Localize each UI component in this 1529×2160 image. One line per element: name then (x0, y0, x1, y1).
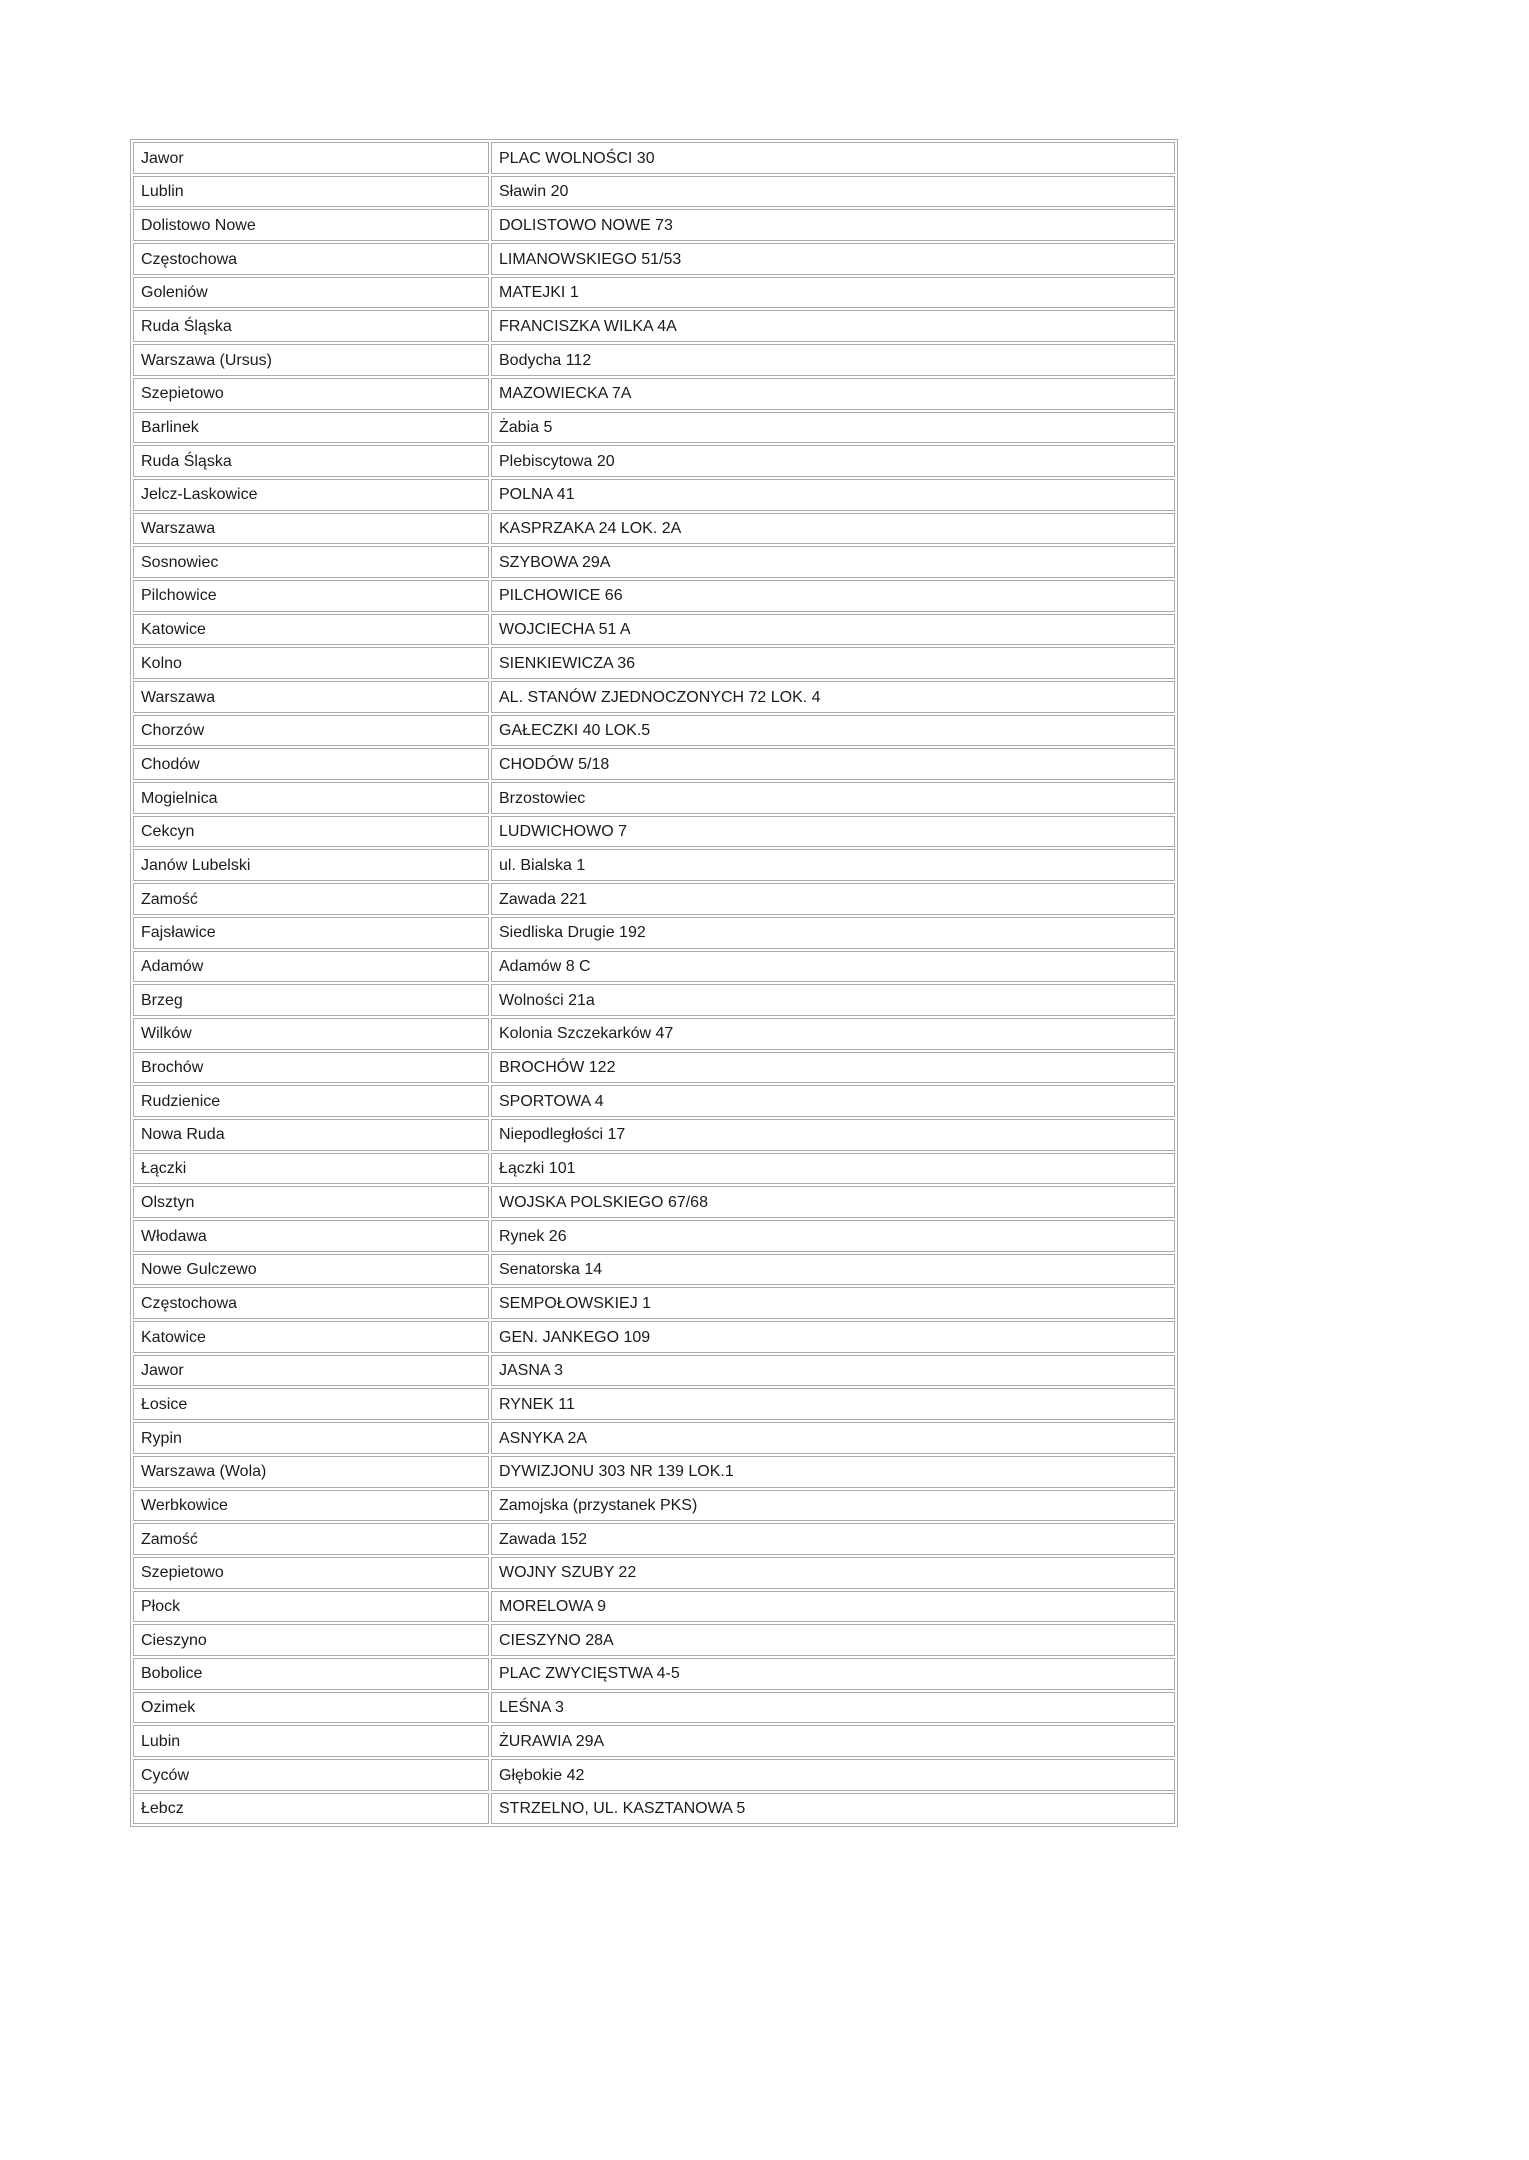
address-cell: Bodycha 112 (491, 344, 1175, 376)
city-cell: Warszawa (Wola) (133, 1456, 489, 1488)
address-cell: Plebiscytowa 20 (491, 445, 1175, 477)
table-row (133, 1153, 1175, 1185)
city-cell: Łączki (133, 1153, 489, 1185)
table-row (133, 277, 1175, 309)
address-cell: Niepodległości 17 (491, 1119, 1175, 1151)
address-cell: Żabia 5 (491, 412, 1175, 444)
address-cell: Sławin 20 (491, 176, 1175, 208)
city-cell: Werbkowice (133, 1490, 489, 1522)
table-row (133, 412, 1175, 444)
city-cell: Goleniów (133, 277, 489, 309)
address-cell: Senatorska 14 (491, 1254, 1175, 1286)
city-cell: Ruda Śląska (133, 310, 489, 342)
address-cell: FRANCISZKA WILKA 4A (491, 310, 1175, 342)
table-row (133, 984, 1175, 1016)
address-cell: Adamów 8 C (491, 951, 1175, 983)
table-row (133, 1523, 1175, 1555)
city-cell: Barlinek (133, 412, 489, 444)
table-row (133, 1220, 1175, 1252)
address-cell: STRZELNO, UL. KASZTANOWA 5 (491, 1793, 1175, 1825)
table-row (133, 1018, 1175, 1050)
table-row (133, 883, 1175, 915)
address-cell: WOJNY SZUBY 22 (491, 1557, 1175, 1589)
address-cell: Brzostowiec (491, 782, 1175, 814)
city-cell: Jawor (133, 142, 489, 174)
city-cell: Jelcz-Laskowice (133, 479, 489, 511)
table-row (133, 715, 1175, 747)
table-row (133, 1793, 1175, 1825)
locations-table (130, 139, 1178, 1827)
table-row (133, 1456, 1175, 1488)
address-cell: POLNA 41 (491, 479, 1175, 511)
city-cell: Szepietowo (133, 378, 489, 410)
table-row (133, 681, 1175, 713)
table-row (133, 1490, 1175, 1522)
city-cell: Zamość (133, 1523, 489, 1555)
address-cell: Kolonia Szczekarków 47 (491, 1018, 1175, 1050)
city-cell: Wilków (133, 1018, 489, 1050)
city-cell: Cieszyno (133, 1624, 489, 1656)
city-cell: Katowice (133, 1321, 489, 1353)
address-cell: CIESZYNO 28A (491, 1624, 1175, 1656)
table-row (133, 1186, 1175, 1218)
table-row (133, 479, 1175, 511)
table-row (133, 1287, 1175, 1319)
city-cell: Ozimek (133, 1692, 489, 1724)
address-cell: Rynek 26 (491, 1220, 1175, 1252)
city-cell: Szepietowo (133, 1557, 489, 1589)
table-row (133, 1658, 1175, 1690)
address-cell: CHODÓW 5/18 (491, 748, 1175, 780)
city-cell: Sosnowiec (133, 546, 489, 578)
table-row (133, 647, 1175, 679)
city-cell: Brochów (133, 1052, 489, 1084)
table-row (133, 1321, 1175, 1353)
address-cell: LEŚNA 3 (491, 1692, 1175, 1724)
city-cell: Fajsławice (133, 917, 489, 949)
table-row (133, 445, 1175, 477)
city-cell: Zamość (133, 883, 489, 915)
address-cell: ul. Bialska 1 (491, 849, 1175, 881)
address-cell: Zawada 152 (491, 1523, 1175, 1555)
table-row (133, 344, 1175, 376)
table-row (133, 1355, 1175, 1387)
table-row (133, 176, 1175, 208)
city-cell: Lubin (133, 1725, 489, 1757)
table-row (133, 1085, 1175, 1117)
city-cell: Jawor (133, 1355, 489, 1387)
address-cell: SEMPOŁOWSKIEJ 1 (491, 1287, 1175, 1319)
city-cell: Częstochowa (133, 243, 489, 275)
city-cell: Dolistowo Nowe (133, 209, 489, 241)
table-row (133, 142, 1175, 174)
address-cell: GEN. JANKEGO 109 (491, 1321, 1175, 1353)
address-cell: Zamojska (przystanek PKS) (491, 1490, 1175, 1522)
city-cell: Mogielnica (133, 782, 489, 814)
city-cell: Nowe Gulczewo (133, 1254, 489, 1286)
address-cell: ŻURAWIA 29A (491, 1725, 1175, 1757)
address-cell: PILCHOWICE 66 (491, 580, 1175, 612)
city-cell: Bobolice (133, 1658, 489, 1690)
table-row (133, 748, 1175, 780)
city-cell: Warszawa (133, 681, 489, 713)
address-cell: Wolności 21a (491, 984, 1175, 1016)
city-cell: Brzeg (133, 984, 489, 1016)
table-row (133, 546, 1175, 578)
address-cell: GAŁECZKI 40 LOK.5 (491, 715, 1175, 747)
address-cell: MORELOWA 9 (491, 1591, 1175, 1623)
table-row (133, 816, 1175, 848)
city-cell: Łosice (133, 1388, 489, 1420)
table-row (133, 782, 1175, 814)
address-cell: SZYBOWA 29A (491, 546, 1175, 578)
table-row (133, 951, 1175, 983)
address-cell: WOJSKA POLSKIEGO 67/68 (491, 1186, 1175, 1218)
address-cell: DYWIZJONU 303 NR 139 LOK.1 (491, 1456, 1175, 1488)
address-cell: Łączki 101 (491, 1153, 1175, 1185)
city-cell: Nowa Ruda (133, 1119, 489, 1151)
table-row (133, 243, 1175, 275)
city-cell: Rypin (133, 1422, 489, 1454)
table-row (133, 614, 1175, 646)
address-cell: LIMANOWSKIEGO 51/53 (491, 243, 1175, 275)
table-row (133, 1254, 1175, 1286)
city-cell: Chorzów (133, 715, 489, 747)
city-cell: Katowice (133, 614, 489, 646)
table-row (133, 1624, 1175, 1656)
table-row (133, 1422, 1175, 1454)
address-cell: LUDWICHOWO 7 (491, 816, 1175, 848)
city-cell: Cyców (133, 1759, 489, 1791)
city-cell: Lublin (133, 176, 489, 208)
table-row (133, 1052, 1175, 1084)
address-cell: ASNYKA 2A (491, 1422, 1175, 1454)
address-cell: MATEJKI 1 (491, 277, 1175, 309)
table-row (133, 1557, 1175, 1589)
address-cell: Siedliska Drugie 192 (491, 917, 1175, 949)
address-cell: MAZOWIECKA 7A (491, 378, 1175, 410)
table-row (133, 1119, 1175, 1151)
address-cell: SIENKIEWICZA 36 (491, 647, 1175, 679)
address-cell: BROCHÓW 122 (491, 1052, 1175, 1084)
address-cell: RYNEK 11 (491, 1388, 1175, 1420)
table-row (133, 849, 1175, 881)
table-row (133, 917, 1175, 949)
city-cell: Włodawa (133, 1220, 489, 1252)
city-cell: Warszawa (133, 513, 489, 545)
city-cell: Rudzienice (133, 1085, 489, 1117)
address-cell: WOJCIECHA 51 A (491, 614, 1175, 646)
address-cell: SPORTOWA 4 (491, 1085, 1175, 1117)
city-cell: Łebcz (133, 1793, 489, 1825)
address-cell: DOLISTOWO NOWE 73 (491, 209, 1175, 241)
city-cell: Kolno (133, 647, 489, 679)
table-row (133, 1591, 1175, 1623)
locations-table-body (133, 142, 1175, 1824)
table-row (133, 310, 1175, 342)
city-cell: Płock (133, 1591, 489, 1623)
address-cell: PLAC ZWYCIĘSTWA 4-5 (491, 1658, 1175, 1690)
city-cell: Ruda Śląska (133, 445, 489, 477)
city-cell: Częstochowa (133, 1287, 489, 1319)
table-row (133, 1759, 1175, 1791)
city-cell: Pilchowice (133, 580, 489, 612)
address-cell: JASNA 3 (491, 1355, 1175, 1387)
address-cell: Zawada 221 (491, 883, 1175, 915)
table-row (133, 580, 1175, 612)
city-cell: Olsztyn (133, 1186, 489, 1218)
address-cell: KASPRZAKA 24 LOK. 2A (491, 513, 1175, 545)
address-cell: Głębokie 42 (491, 1759, 1175, 1791)
table-row (133, 1388, 1175, 1420)
table-row (133, 209, 1175, 241)
city-cell: Chodów (133, 748, 489, 780)
city-cell: Cekcyn (133, 816, 489, 848)
address-cell: AL. STANÓW ZJEDNOCZONYCH 72 LOK. 4 (491, 681, 1175, 713)
city-cell: Janów Lubelski (133, 849, 489, 881)
table-row (133, 1725, 1175, 1757)
address-cell: PLAC WOLNOŚCI 30 (491, 142, 1175, 174)
table-row (133, 378, 1175, 410)
city-cell: Adamów (133, 951, 489, 983)
city-cell: Warszawa (Ursus) (133, 344, 489, 376)
table-row (133, 513, 1175, 545)
table-row (133, 1692, 1175, 1724)
